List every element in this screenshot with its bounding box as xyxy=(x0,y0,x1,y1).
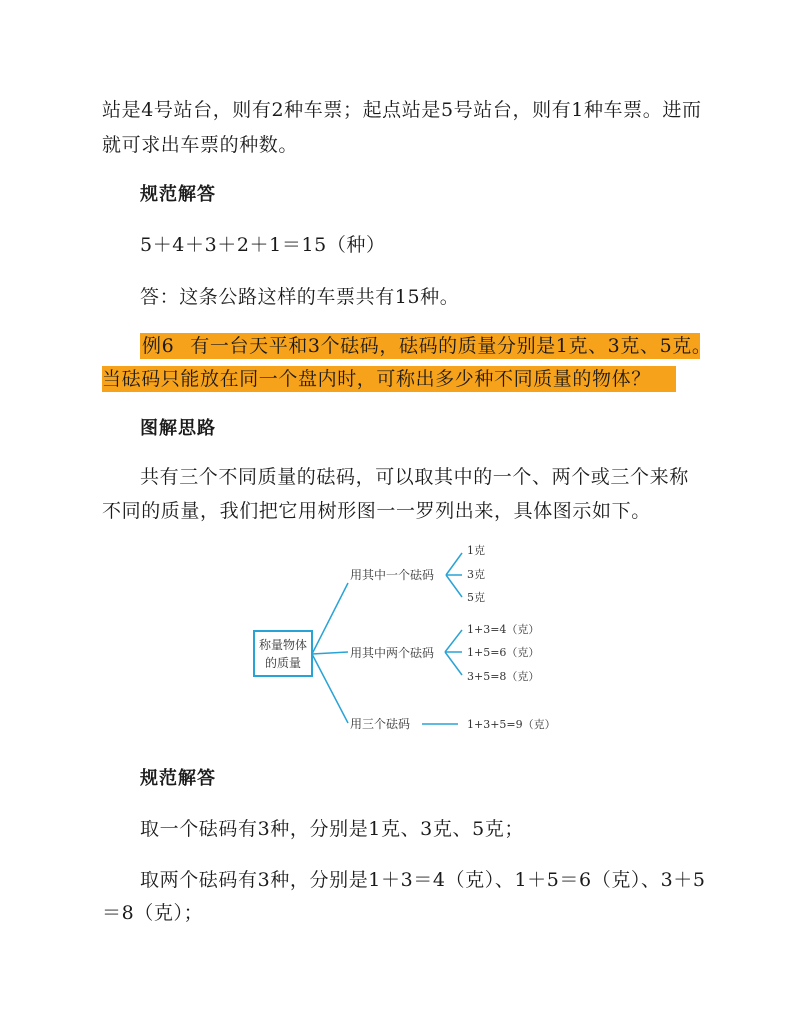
paragraph-line: 就可求出车票的种数。 xyxy=(102,134,299,156)
leaf-label: 1+3+5=9（克） xyxy=(467,718,556,731)
connector-line xyxy=(312,654,348,723)
example-label: 例6 xyxy=(142,335,175,357)
root-label: 的质量 xyxy=(264,656,302,670)
example-text: 有一台天平和3个砝码，砝码的质量分别是1克、3克、5克。 xyxy=(190,335,712,357)
example-line: 当砝码只能放在同一个盘内时，可称出多少种不同质量的物体？ xyxy=(102,368,651,390)
tree-diagram xyxy=(0,530,800,750)
branch-label: 用其中一个砝码 xyxy=(350,568,435,582)
connector-line xyxy=(312,583,348,654)
leaf-label: 1+5=6（克） xyxy=(467,646,540,659)
solution-line: 取两个砝码有3种，分别是1＋3＝4（克）、1＋5＝6（克）、3＋5 xyxy=(140,869,706,891)
branch-label: 用三个砝码 xyxy=(350,717,411,731)
answer-line: 答：这条公路这样的车票共有15种。 xyxy=(140,286,460,308)
section-heading: 规范解答 xyxy=(140,184,216,205)
paragraph-line: 站是4号站台，则有2种车票；起点站是5号站台，则有1种车票。进而 xyxy=(102,99,702,121)
connector-line xyxy=(312,652,348,654)
example-line xyxy=(142,333,711,359)
connector-line xyxy=(446,575,462,597)
paragraph-line: 不同的质量，我们把它用树形图一一罗列出来，具体图示如下。 xyxy=(102,500,651,522)
root-label: 称量物体 xyxy=(258,638,308,652)
connector-line xyxy=(446,553,462,575)
section-heading: 图解思路 xyxy=(140,418,216,439)
section-heading: 规范解答 xyxy=(140,768,216,789)
branch-label: 用其中两个砝码 xyxy=(350,646,435,660)
solution-line: 取一个砝码有3种，分别是1克、3克、5克； xyxy=(140,818,524,840)
leaf-label: 5克 xyxy=(467,591,485,604)
leaf-label: 1克 xyxy=(467,544,485,557)
connector-line xyxy=(445,652,462,675)
leaf-label: 1+3=4（克） xyxy=(467,623,540,636)
paragraph-line: 共有三个不同质量的砝码，可以取其中的一个、两个或三个来称 xyxy=(140,466,689,488)
leaf-label: 3+5=8（克） xyxy=(467,670,540,683)
connector-line xyxy=(445,630,462,652)
equation-line: 5＋4＋3＋2＋1＝15（种） xyxy=(140,234,386,256)
solution-line: ＝8（克）； xyxy=(102,902,204,924)
leaf-label: 3克 xyxy=(467,568,485,581)
